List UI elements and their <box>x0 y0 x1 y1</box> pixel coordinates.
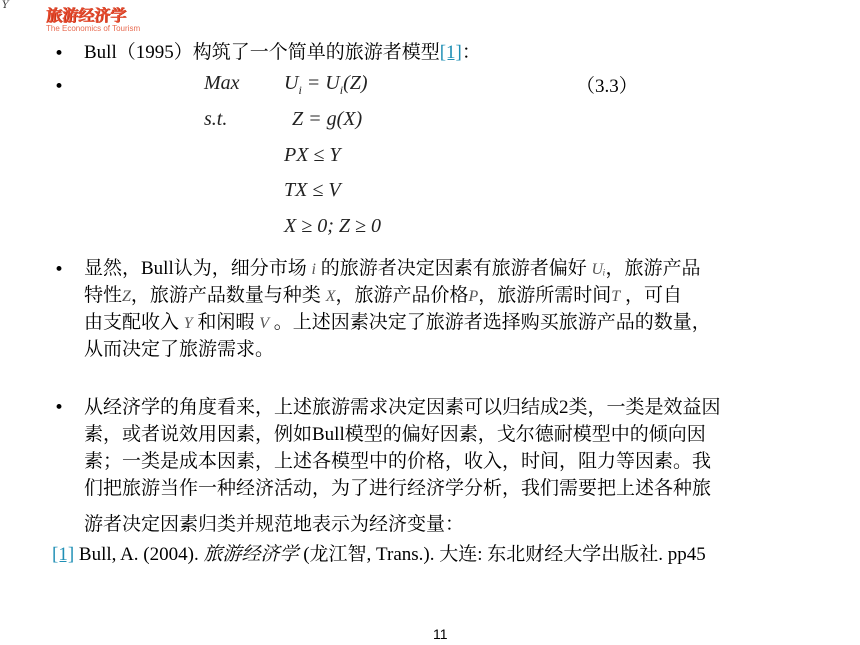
logo <box>46 8 140 34</box>
symbol-p: P <box>468 288 479 305</box>
symbol-x: X <box>325 288 336 305</box>
paragraph-determinants <box>84 256 814 363</box>
objective-function: $U_i = U_i(Z)$ <box>284 72 368 97</box>
symbol-y: Y <box>183 315 193 332</box>
paragraph-economics <box>84 394 814 538</box>
paragraph-line: 们把旅游当作一种经济活动，为了进行经济学分析，我们需要把上述各种旅 <box>84 478 712 499</box>
footnote-ref-link[interactable]: [1] <box>52 544 75 565</box>
paragraph-line: 由支配收入 Y 和闲暇 V 。上述因素决定了旅游者选择购买旅游产品的数量， <box>84 312 711 333</box>
logo-english-title: The Economics of Tourism <box>46 24 141 33</box>
intro-line <box>84 40 481 66</box>
bullet: • <box>54 260 65 280</box>
intro-colon: ： <box>461 42 481 63</box>
constraint-time: TX ≤ V <box>284 179 341 201</box>
footnote: [1] Bull, A. (2004). 旅游经济学 (龙江智, Trans.). 大连: 东北财经大学出版社. pp45 <box>52 544 706 565</box>
paragraph-line: 游者决定因素归类并规范地表示为经济变量： <box>84 514 465 535</box>
symbol-t: T <box>611 288 621 305</box>
footnote-book-title: 旅游经济学 <box>203 544 299 565</box>
page-number: 11 <box>433 626 448 642</box>
symbol-i: i <box>311 261 316 278</box>
corner-mark: Y <box>2 0 9 11</box>
symbol-ui: Uᵢ <box>591 261 606 278</box>
st-label: s.t. <box>204 108 228 130</box>
paragraph-line: 从经济学的角度看来，上述旅游需求决定因素可以归结成2类，一类是效益因 <box>84 397 721 418</box>
paragraph-line: 显然，Bull认为，细分市场 i 的旅游者决定因素有旅游者偏好 Uᵢ，旅游产品 <box>84 258 701 279</box>
bullet: • <box>54 44 65 64</box>
paragraph-line: 特性Z，旅游产品数量与种类 X，旅游产品价格P，旅游所需时间T ，可自 <box>84 285 682 306</box>
max-label: Max <box>204 72 240 94</box>
symbol-v: V <box>259 315 269 332</box>
logo-chinese-title: 旅游经济学 <box>46 6 127 25</box>
intro-text: Bull（1995）构筑了一个简单的旅游者模型 <box>84 42 440 63</box>
symbol-z: Z <box>122 288 131 305</box>
constraint-production: Z = g(X) <box>292 108 363 130</box>
constraint-income: PX ≤ Y <box>284 144 341 166</box>
paragraph-line: 素，或者说效用因素，例如Bull模型的偏好因素，戈尔德耐模型中的倾向因 <box>84 424 706 445</box>
bullet: • <box>54 77 65 97</box>
citation-link[interactable]: [1] <box>439 42 462 63</box>
equation-number: （3.3） <box>576 76 638 97</box>
constraint-nonnegativity: X ≥ 0; Z ≥ 0 <box>284 215 381 237</box>
paragraph-line: 从而决定了旅游需求。 <box>84 339 275 360</box>
paragraph-line: 素；一类是成本因素，上述各模型中的价格，收入，时间，阻力等因素。我 <box>84 451 712 472</box>
bullet: • <box>54 398 65 418</box>
